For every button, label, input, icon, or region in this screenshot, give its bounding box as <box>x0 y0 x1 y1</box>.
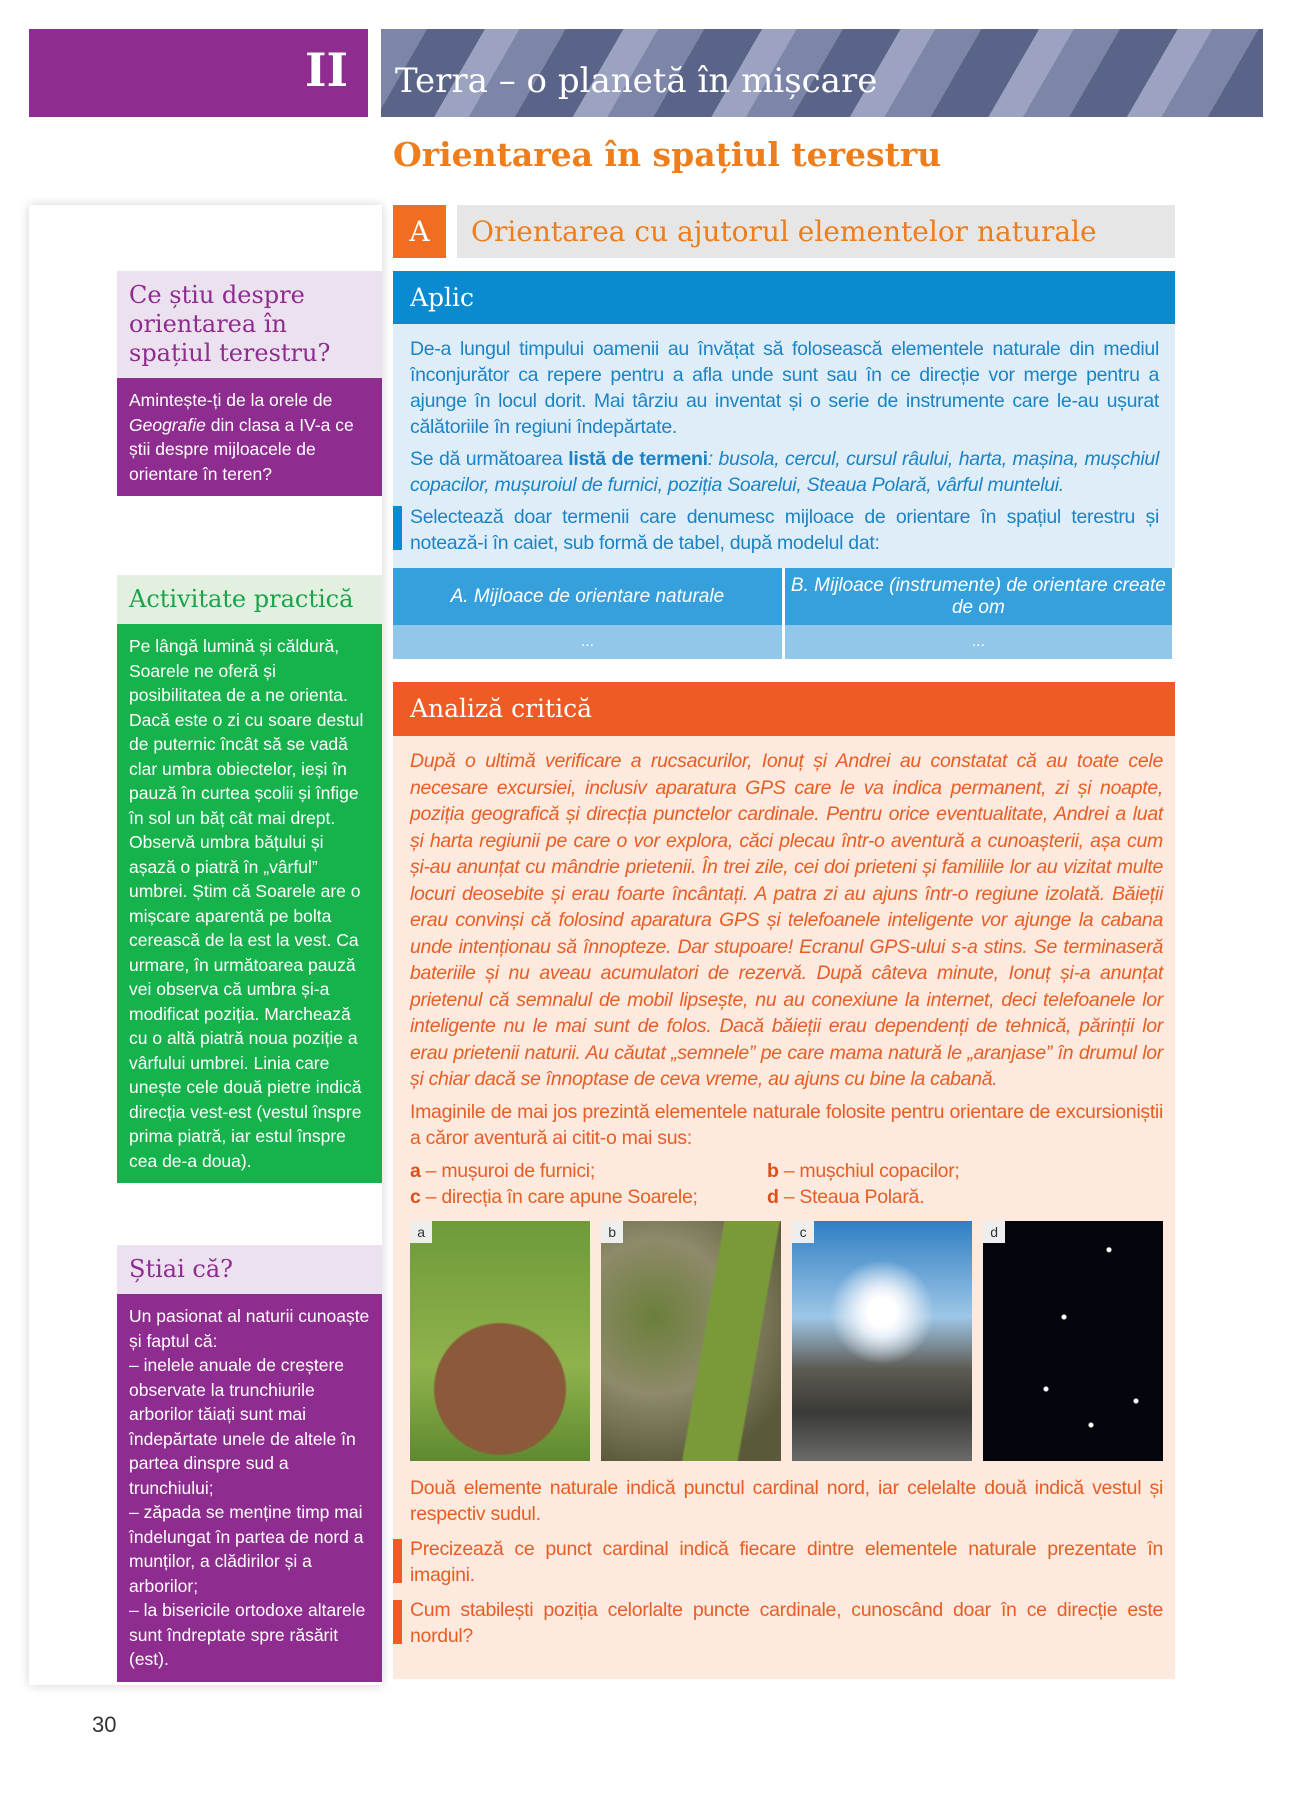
aplic-body <box>393 324 1175 568</box>
ce-stiu-title: Ce știu despre orientarea în spațiul terestru? <box>117 271 382 378</box>
table-cell: ... <box>783 625 1173 659</box>
terms: : busola, cercul, cursul râului, harta, mașina, mușchiul copacilor, mușuroiul de furnici, poziția Soarelui, Steaua Polară, vârful muntelui. <box>410 448 1159 496</box>
photo-row <box>410 1221 1163 1461</box>
section-letter: A <box>393 205 446 258</box>
aplic-task: Selectează doar termenii care denumesc mijloace de orientare în spațiul terestru și notează-i în caiet, sub formă de tabel, după modelul dat: <box>410 506 1159 554</box>
lesson-title: Orientarea în spațiul terestru <box>393 135 942 174</box>
anthill-photo: a <box>410 1221 590 1461</box>
model-table <box>393 568 1175 659</box>
terms-bold: listă de termeni <box>568 448 708 470</box>
activitate-title: Activitate practică <box>117 575 382 624</box>
chapter-number: II <box>29 29 368 117</box>
analiza-body <box>393 736 1175 1679</box>
table-cell: ... <box>393 625 783 659</box>
table-header: B. Mijloace (instrumente) de orientare create de om <box>783 568 1173 625</box>
question-1: Precizează ce punct cardinal indică fiecare dintre elementele naturale prezentate în imagini. <box>410 1536 1163 1589</box>
terms-list <box>410 446 1159 498</box>
moss-tree-photo: b <box>601 1221 781 1461</box>
page-number: 30 <box>92 1712 117 1737</box>
polar-star-photo: d <box>983 1221 1163 1461</box>
stiai-text: Un pasionat al naturii cunoaște și faptul că: – inelele anuale de creștere observate la trunchiurile arborilor tăiați sunt mai îndepărtate unele de altele în partea dinspre sud a trunchiului; – zăpada se menține timp mai îndelungat în partea de nord a munților, a clădirilor și a arborilor; – la bisericile ortodoxe altarele sunt îndreptate spre răsărit (est). <box>117 1294 382 1682</box>
ce-stiu-text: Amintește-ți de la orele de Geografie din clasa a IV-a ce știi despre mijloacele de orientare în teren? <box>117 378 382 496</box>
spacer <box>393 659 1175 682</box>
activitate-text: Pe lângă lumină și căldură, Soarele ne oferă și posibilitatea de a ne orienta. Dacă este o zi cu soare destul de puternic încât să se vadă clar umbra obiectelor, ieși în pauză în curtea școlii și înfige în sol un băț cât mai drept. Observă umbra bățului și așază o piatră în „vârful” umbrei. Știm că Soarele are o mișcare aparentă pe bolta cerească de la est la vest. Ca urmare, în următoarea pauză vei observa că umbra și-a modificat poziția. Marchează cu o altă piatră noua poziție a vârfului umbrei. Linia care unește cele două pietre indică direcția vest-est (vestul înspre prima piatră, iar estul înspre cea de-a doua). <box>117 624 382 1183</box>
table-header: A. Mijloace de orientare naturale <box>393 568 783 625</box>
section-title: Orientarea cu ajutorul elementelor naturale <box>457 205 1175 258</box>
aplic-paragraph: De-a lungul timpului oamenii au învățat să folosească elementele naturale din mediul înconjurător ca repere pentru a afla unde sunt sau în ce direcție vor merge pentru a ajunge în locul dorit. Mai târziu au inventat și o serie de instrumente care le-au ușurat călătoriile în regiuni îndepărtate. <box>410 338 1159 438</box>
after-text: Două elemente naturale indică punctul cardinal nord, iar celelalte două indică vestul și respectiv sudul. <box>410 1476 1163 1525</box>
ce-stiu-box <box>117 271 382 496</box>
legend-item: d – Steaua Polară. <box>767 1186 925 1208</box>
question-2: Cum stabilești poziția celorlalte puncte cardinale, cunoscând doar în ce direcție este nordul? <box>410 1597 1163 1650</box>
legend-item: b – mușchiul copacilor; <box>767 1159 960 1182</box>
sunset-photo: c <box>792 1221 972 1461</box>
unit-title: Terra – o planetă în mișcare <box>381 29 1263 117</box>
stiai-title: Știai că? <box>117 1245 382 1294</box>
activitate-box <box>117 575 382 1183</box>
stiai-box <box>117 1245 382 1682</box>
legend-list <box>410 1158 1163 1211</box>
images-intro: Imaginile de mai jos prezintă elementele naturale folosite pentru orientare de excursioniștii a căror aventură ai citit-o mai sus: <box>410 1100 1163 1149</box>
legend-item: c – direcția în care apune Soarele; <box>410 1186 698 1208</box>
main-column <box>393 271 1175 1679</box>
analiza-header: Analiză critică <box>393 682 1175 736</box>
terms-prefix: Se dă următoarea <box>410 448 569 470</box>
aplic-header: Aplic <box>393 271 1175 324</box>
legend-item: a – mușuroi de furnici; <box>410 1159 595 1182</box>
story: După o ultimă verificare a rucsacurilor, Ionuț și Andrei au constatat că au toate cele necesare excursiei, inclusiv aparatura GPS care le va indica permanent, zi și noapte, poziția geografică și direcția punctelor cardinale. Pentru orice eventualitate, Andrei a luat și harta regiunii pe care o vor explora, căci plecau într-o aventură a cunoașterii, așa cum și-au anunțat cu mândrie prietenii. În trei zile, cei doi prieteni și familiile lor au vizitat multe locuri deosebite și erau foarte încântați. A patra zi au ajuns într-o regiune izolată. Băieții erau convinși că folosind aparatura GPS și telefoanele inteligente vor ajunge la cabana unde intenționau să înnopteze. Dar stupoare! Ecranul GPS-ului s-a stins. Se terminaseră bateriile și nu aveau acumulatori de rezervă. După câteva minute, Ionuț și-a anunțat prietenul că semnalul de mobil lipsește, nu au conexiune la internet, deci telefoanele lor inteligente nu le mai sunt de folos. Dacă băieții erau dependenți de tehnică, părinții lor erau prietenii naturii. Au căutat „semnele” pe care mama natură le „aranjase” în drumul lor și chiar dacă se înnoptase de ceva vreme, au ajuns cu bine la cabană. <box>410 750 1163 1090</box>
